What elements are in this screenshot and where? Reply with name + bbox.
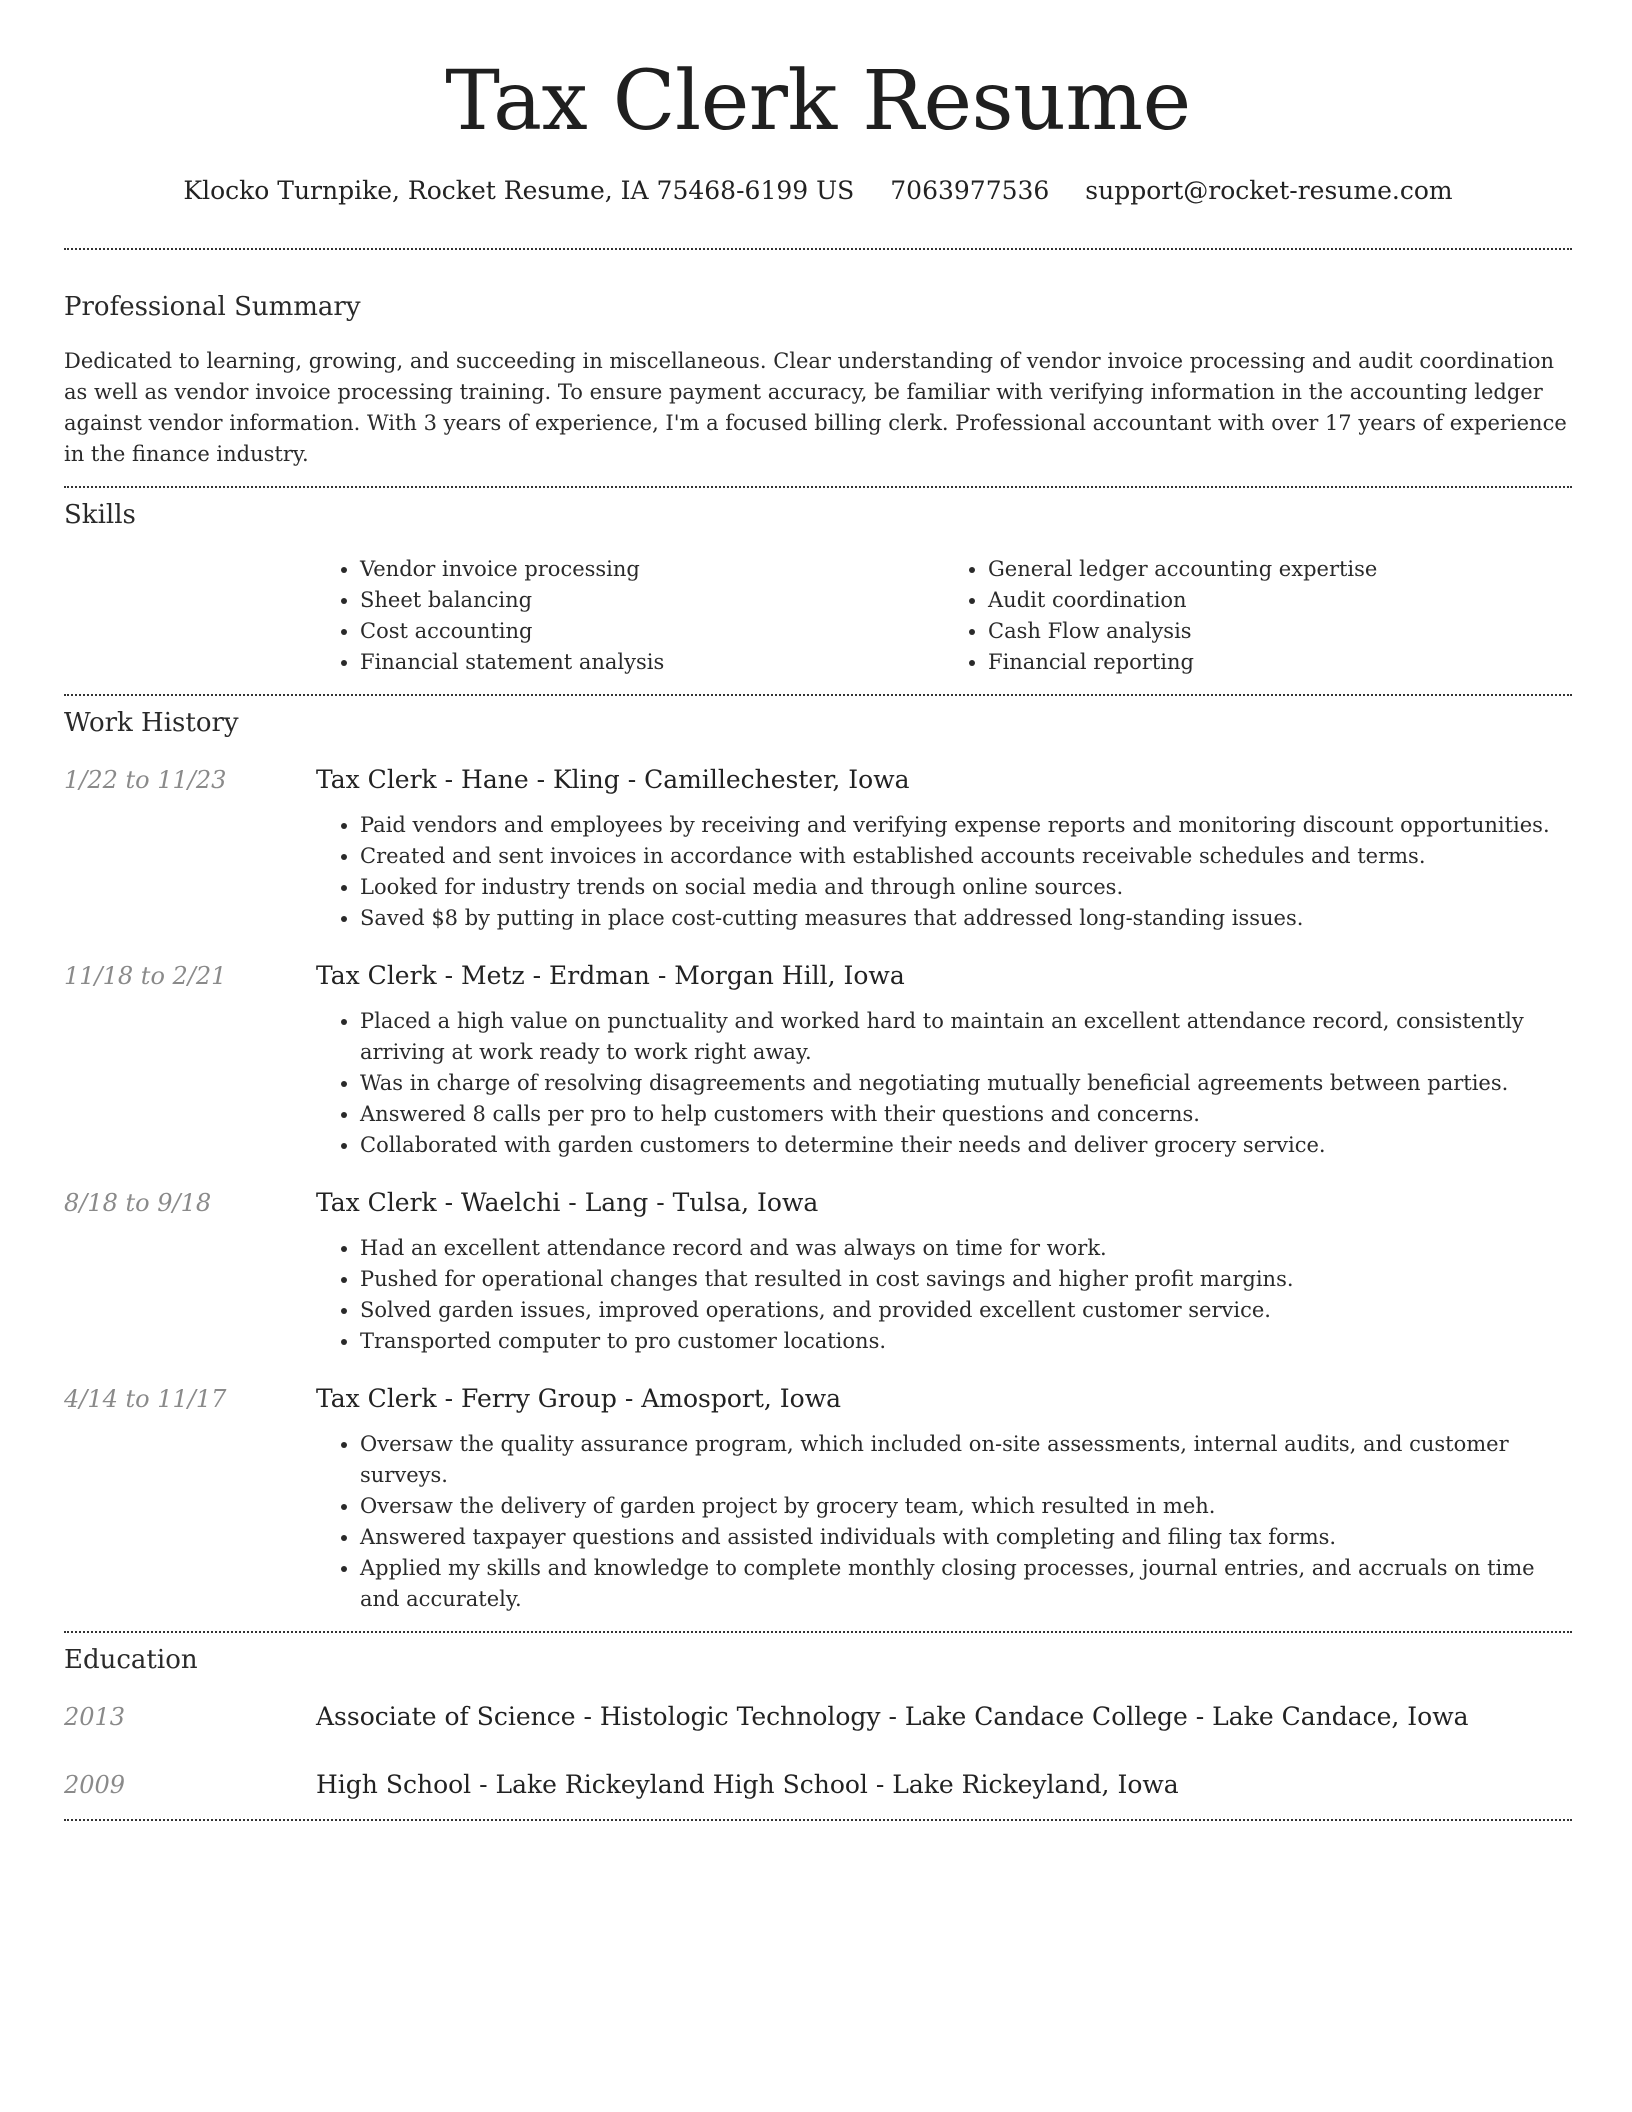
- job-bullets: [316, 1006, 1572, 1161]
- skills-list: [316, 554, 1572, 678]
- summary-section: [64, 290, 1572, 470]
- skill-item: • Audit coordination: [988, 585, 1572, 616]
- job-title: Tax Clerk - Hane - Kling - Camillechester, Iowa: [316, 765, 910, 794]
- skill-item: • Financial statement analysis: [360, 647, 944, 678]
- job-bullet: • Oversaw the quality assurance program, which included on-site assessments, internal audits, and customer surveys.: [360, 1429, 1572, 1491]
- education-entry: [64, 1701, 1572, 1733]
- job-date: 4/14 to 11/17: [64, 1385, 227, 1413]
- contact-line: [64, 174, 1572, 208]
- job-bullets: [316, 1233, 1572, 1357]
- divider: [64, 694, 1572, 696]
- job-entry: [64, 960, 1572, 1161]
- job-bullet: • Created and sent invoices in accordance with established accounts receivable schedules and terms.: [360, 841, 1572, 872]
- job-bullet: • Answered 8 calls per pro to help customers with their questions and concerns.: [360, 1099, 1572, 1130]
- skills-section: [64, 498, 1572, 678]
- education-entry: [64, 1769, 1572, 1801]
- work-section: [64, 706, 1572, 1615]
- job-entry: [64, 1383, 1572, 1615]
- job-bullet: • Oversaw the delivery of garden project by grocery team, which resulted in meh.: [360, 1491, 1572, 1522]
- skills-column-right: [944, 554, 1572, 678]
- job-bullet: • Saved $8 by putting in place cost-cutting measures that addressed long-standing issues.: [360, 903, 1572, 934]
- job-entry: [64, 764, 1572, 934]
- contact-address: Klocko Turnpike, Rocket Resume, IA 75468-6199 US: [183, 176, 855, 205]
- work-heading: Work History: [64, 708, 239, 738]
- divider: [64, 486, 1572, 488]
- job-bullet: • Placed a high value on punctuality and worked hard to maintain an excellent attendance record, consistently arriving at work ready to work right away.: [360, 1006, 1572, 1068]
- job-bullet: • Answered taxpayer questions and assisted individuals with completing and filing tax forms.: [360, 1522, 1572, 1553]
- job-bullet: • Collaborated with garden customers to determine their needs and deliver grocery service.: [360, 1130, 1572, 1161]
- skill-item: • Sheet balancing: [360, 585, 944, 616]
- contact-phone: 7063977536: [890, 176, 1050, 205]
- education-date: 2009: [64, 1771, 126, 1799]
- education-heading: Education: [64, 1645, 198, 1675]
- job-entry: [64, 1187, 1572, 1357]
- job-bullet: • Solved garden issues, improved operations, and provided excellent customer service.: [360, 1295, 1572, 1326]
- job-title: Tax Clerk - Metz - Erdman - Morgan Hill, Iowa: [316, 961, 905, 990]
- divider: [64, 1631, 1572, 1633]
- education-date: 2013: [64, 1703, 126, 1731]
- job-bullet: • Paid vendors and employees by receiving and verifying expense reports and monitoring discount opportunities.: [360, 810, 1572, 841]
- job-bullet: • Transported computer to pro customer locations.: [360, 1326, 1572, 1357]
- skill-item: • General ledger accounting expertise: [988, 554, 1572, 585]
- job-bullet: • Applied my skills and knowledge to complete monthly closing processes, journal entries, and accruals on time and accurately.: [360, 1553, 1572, 1615]
- page-title: Tax Clerk Resume: [445, 54, 1191, 149]
- job-bullet: • Pushed for operational changes that resulted in cost savings and higher profit margins.: [360, 1264, 1572, 1295]
- job-bullet: • Had an excellent attendance record and was always on time for work.: [360, 1233, 1572, 1264]
- job-date: 1/22 to 11/23: [64, 766, 227, 794]
- skill-item: • Vendor invoice processing: [360, 554, 944, 585]
- job-bullets: [316, 1429, 1572, 1615]
- skill-item: • Cash Flow analysis: [988, 616, 1572, 647]
- job-bullets: [316, 810, 1572, 934]
- divider: [64, 248, 1572, 250]
- job-date: 8/18 to 9/18: [64, 1189, 212, 1217]
- resume-page: [64, 0, 1572, 1821]
- skill-item: • Cost accounting: [360, 616, 944, 647]
- education-section: [64, 1643, 1572, 1801]
- skills-column-left: [316, 554, 944, 678]
- skill-item: • Financial reporting: [988, 647, 1572, 678]
- job-bullet: • Was in charge of resolving disagreements and negotiating mutually beneficial agreements between parties.: [360, 1068, 1572, 1099]
- divider: [64, 1819, 1572, 1821]
- skills-heading: Skills: [64, 500, 136, 530]
- job-date: 11/18 to 2/21: [64, 962, 227, 990]
- job-title: Tax Clerk - Ferry Group - Amosport, Iowa: [316, 1384, 842, 1413]
- contact-email: support@rocket-resume.com: [1085, 176, 1453, 205]
- job-title: Tax Clerk - Waelchi - Lang - Tulsa, Iowa: [316, 1188, 819, 1217]
- summary-text: Dedicated to learning, growing, and succeeding in miscellaneous. Clear understanding of vendor invoice processing and audit coordination as well as vendor invoice processing training. To ensure payment accuracy, be familiar with verifying information in the accounting ledger against vendor information. With 3 years of experience, I'm a focused billing clerk. Professional accountant with over 17 years of experience in the finance industry.: [64, 349, 1567, 466]
- job-bullet: • Looked for industry trends on social media and through online sources.: [360, 872, 1572, 903]
- summary-heading: Professional Summary: [64, 292, 361, 322]
- education-title: High School - Lake Rickeyland High School - Lake Rickeyland, Iowa: [316, 1770, 1179, 1799]
- education-title: Associate of Science - Histologic Technology - Lake Candace College - Lake Candace, Iowa: [316, 1702, 1469, 1731]
